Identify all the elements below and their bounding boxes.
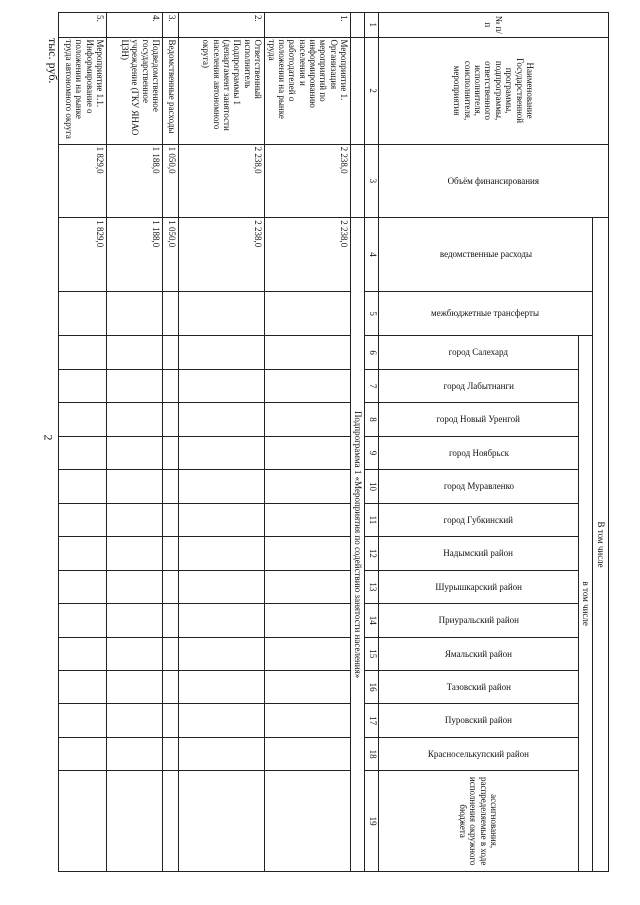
header-total: Объём финансирования xyxy=(379,144,609,218)
row-ved: 1 188,0 xyxy=(107,218,163,292)
header-municipality: Ямальский район xyxy=(379,637,579,670)
subprogram-row xyxy=(351,13,365,872)
index-cell: 16 xyxy=(365,670,379,703)
empty-cell xyxy=(59,403,107,436)
empty-cell xyxy=(163,403,179,436)
empty-cell xyxy=(59,291,107,336)
header-municipality: город Лабытнанги xyxy=(379,369,579,402)
index-cell: 11 xyxy=(365,503,379,536)
empty-cell xyxy=(59,537,107,570)
empty-cell xyxy=(179,336,265,369)
row-total: 2 238,0 xyxy=(265,144,351,218)
header-municipality: город Муравленко xyxy=(379,470,579,503)
subprogram-total-cell xyxy=(351,144,365,218)
empty-cell xyxy=(265,604,351,637)
row-no: 3. xyxy=(163,13,179,38)
empty-cell xyxy=(59,436,107,469)
empty-cell xyxy=(179,470,265,503)
index-cell: 17 xyxy=(365,704,379,737)
empty-cell xyxy=(265,570,351,603)
index-cell: 19 xyxy=(365,771,379,872)
empty-cell xyxy=(265,436,351,469)
row-total: 1 050,0 xyxy=(163,144,179,218)
empty-cell xyxy=(107,570,163,603)
index-cell: 14 xyxy=(365,604,379,637)
empty-cell xyxy=(107,436,163,469)
header-municipality: город Салехард xyxy=(379,336,579,369)
empty-cell xyxy=(107,403,163,436)
index-cell: 15 xyxy=(365,637,379,670)
empty-cell xyxy=(179,604,265,637)
empty-cell xyxy=(179,670,265,703)
header-municipality: Шурышкарский район xyxy=(379,570,579,603)
budget-sheet xyxy=(63,12,609,872)
empty-cell xyxy=(59,604,107,637)
empty-cell xyxy=(107,737,163,770)
empty-cell xyxy=(163,670,179,703)
row-ved: 1 050,0 xyxy=(163,218,179,292)
empty-cell xyxy=(179,737,265,770)
empty-cell xyxy=(107,470,163,503)
subprogram-name-cell xyxy=(351,37,365,144)
empty-cell xyxy=(163,369,179,402)
table-row xyxy=(163,13,179,872)
header-municipality: Надымский район xyxy=(379,537,579,570)
header-municipality: город Губкинский xyxy=(379,503,579,536)
row-no: 1. xyxy=(265,13,351,38)
empty-cell xyxy=(179,771,265,872)
empty-cell xyxy=(163,570,179,603)
empty-cell xyxy=(107,291,163,336)
header-group-v-tom-chisle: В том числе xyxy=(593,218,609,872)
table-row xyxy=(179,13,265,872)
row-name: Мероприятие 1. Организация мероприятий по информированию населения и работодателей о положении на рынке труда xyxy=(265,37,351,144)
index-cell: 2 xyxy=(365,37,379,144)
empty-cell xyxy=(107,670,163,703)
empty-cell xyxy=(265,537,351,570)
index-cell: 7 xyxy=(365,369,379,402)
header-mbt: межбюджетные трансферты xyxy=(379,291,593,336)
empty-cell xyxy=(265,771,351,872)
empty-cell xyxy=(265,637,351,670)
empty-cell xyxy=(163,537,179,570)
empty-cell xyxy=(107,537,163,570)
empty-cell xyxy=(265,503,351,536)
header-no: № п/п xyxy=(379,13,609,38)
empty-cell xyxy=(107,704,163,737)
empty-cell xyxy=(163,470,179,503)
empty-cell xyxy=(163,604,179,637)
index-cell: 9 xyxy=(365,436,379,469)
subprogram-title: Подпрограмма 1 «Мероприятия по содействию занятости населения» xyxy=(351,218,365,872)
empty-cell xyxy=(265,403,351,436)
empty-cell xyxy=(179,570,265,603)
header-name: Наименование Государственной программы, подпрограммы, ответственного исполнителя, соисполнителя, мероприятия xyxy=(379,37,609,144)
empty-cell xyxy=(59,470,107,503)
empty-cell xyxy=(107,503,163,536)
index-cell: 1 xyxy=(365,13,379,38)
empty-cell xyxy=(59,503,107,536)
row-total: 1 188,0 xyxy=(107,144,163,218)
empty-cell xyxy=(265,470,351,503)
empty-cell xyxy=(163,291,179,336)
row-name: Мероприятие 1.1. Информирование о положении на рынке труда автономного округа xyxy=(59,37,107,144)
index-cell: 10 xyxy=(365,470,379,503)
header-municipality: Красноселькупский район xyxy=(379,737,579,770)
empty-cell xyxy=(107,336,163,369)
row-ved: 2 238,0 xyxy=(179,218,265,292)
empty-cell xyxy=(179,403,265,436)
empty-cell xyxy=(59,737,107,770)
empty-cell xyxy=(265,336,351,369)
empty-cell xyxy=(179,637,265,670)
index-cell: 8 xyxy=(365,403,379,436)
empty-cell xyxy=(179,537,265,570)
row-name: Ответственный исполнитель Подпрограммы 1 (департамент занятости населения автономного округа) xyxy=(179,37,265,144)
index-cell: 6 xyxy=(365,336,379,369)
row-name: Подведомственное государственное учреждение (ГКУ ЯНАО ЦЗН) xyxy=(107,37,163,144)
empty-cell xyxy=(107,771,163,872)
index-cell: 12 xyxy=(365,537,379,570)
row-total: 2 238,0 xyxy=(179,144,265,218)
empty-cell xyxy=(59,670,107,703)
header-municipality: Тазовский район xyxy=(379,670,579,703)
empty-cell xyxy=(107,637,163,670)
empty-cell xyxy=(179,291,265,336)
empty-cell xyxy=(107,369,163,402)
empty-cell xyxy=(107,604,163,637)
row-no: 2. xyxy=(179,13,265,38)
empty-cell xyxy=(163,771,179,872)
table-row xyxy=(59,13,107,872)
index-cell: 13 xyxy=(365,570,379,603)
empty-cell xyxy=(59,369,107,402)
row-ved: 1 829,0 xyxy=(59,218,107,292)
empty-cell xyxy=(265,291,351,336)
index-cell: 4 xyxy=(365,218,379,292)
empty-cell xyxy=(179,369,265,402)
table-stage xyxy=(63,12,609,872)
index-cell: 3 xyxy=(365,144,379,218)
empty-cell xyxy=(163,503,179,536)
empty-cell xyxy=(265,369,351,402)
row-ved: 2 238,0 xyxy=(265,218,351,292)
header-ved: ведомственные расходы xyxy=(379,218,593,292)
unit-label: тыс. руб. xyxy=(46,38,60,84)
empty-cell xyxy=(59,637,107,670)
empty-cell xyxy=(163,704,179,737)
row-name: Ведомственные расходы xyxy=(163,37,179,144)
header-municipality: Пуровский район xyxy=(379,704,579,737)
empty-cell xyxy=(163,737,179,770)
empty-cell xyxy=(163,336,179,369)
empty-cell xyxy=(265,670,351,703)
empty-cell xyxy=(163,637,179,670)
page-number: 2 xyxy=(41,434,56,441)
empty-cell xyxy=(59,704,107,737)
empty-cell xyxy=(265,704,351,737)
table-row xyxy=(107,13,163,872)
header-sub-v-tom-chisle: в том числе xyxy=(579,336,593,872)
index-row xyxy=(365,13,379,872)
empty-cell xyxy=(179,436,265,469)
index-cell: 18 xyxy=(365,737,379,770)
header-reserve: ассигнования, распределяемые в ходе исполнения окружного бюджета xyxy=(379,771,579,872)
budget-table xyxy=(58,12,609,872)
row-no: 4. xyxy=(107,13,163,38)
header-municipality: город Новый Уренгой xyxy=(379,403,579,436)
empty-cell xyxy=(163,436,179,469)
table-row xyxy=(265,13,351,872)
subprogram-no-cell xyxy=(351,13,365,38)
row-no: 5. xyxy=(59,13,107,38)
index-cell: 5 xyxy=(365,291,379,336)
empty-cell xyxy=(59,771,107,872)
header-municipality: Приуральский район xyxy=(379,604,579,637)
row-total: 1 829,0 xyxy=(59,144,107,218)
empty-cell xyxy=(265,737,351,770)
empty-cell xyxy=(59,336,107,369)
header-municipality: город Ноябрьск xyxy=(379,436,579,469)
empty-cell xyxy=(179,503,265,536)
empty-cell xyxy=(59,570,107,603)
empty-cell xyxy=(179,704,265,737)
